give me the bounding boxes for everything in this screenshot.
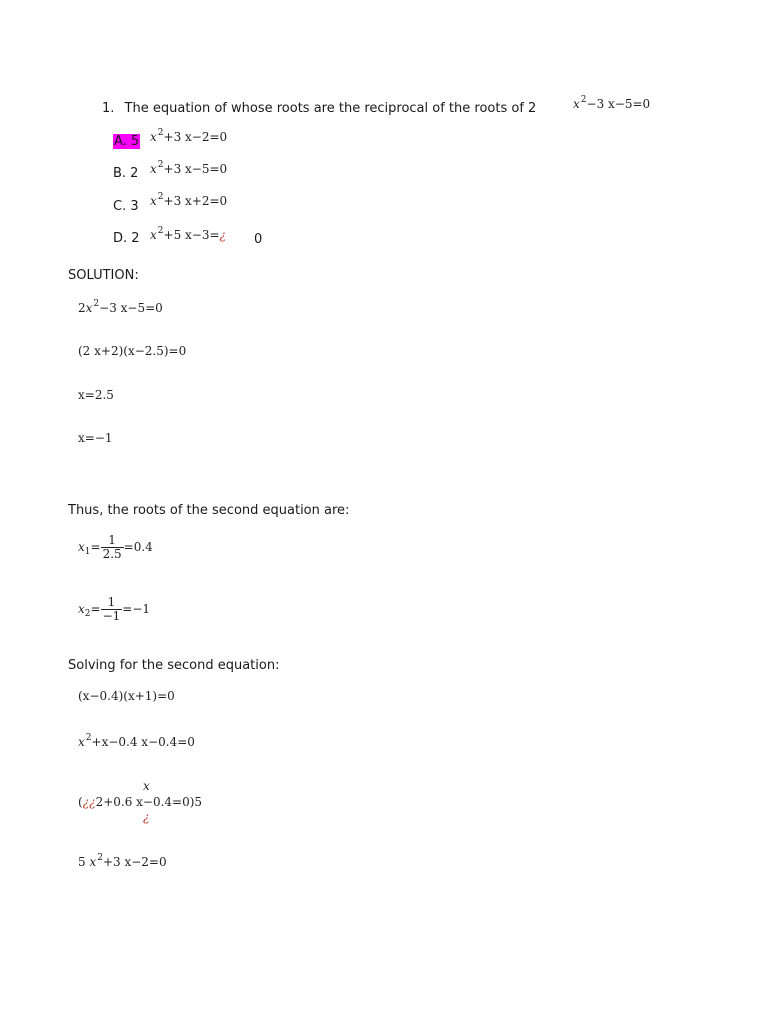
choice-d-eq-exp: 2: [157, 226, 164, 236]
solving-line-2-rest: +x−0.4 x−0.4=0: [91, 735, 195, 749]
root-1: [78, 534, 153, 561]
solution-line-1-x: x: [85, 301, 93, 315]
solving-line-4-x: x: [89, 855, 97, 869]
solving-line-3-red: ¿¿: [82, 795, 96, 809]
root-1-den: 2.5: [102, 547, 122, 561]
solving-line-3-top: [143, 779, 150, 793]
choice-d-label: D. 2: [113, 231, 140, 246]
choice-a-eq-exp: 2: [157, 128, 164, 138]
solving-text: Solving for the second equation:: [68, 658, 280, 673]
question-eq-x: x: [573, 97, 580, 111]
choice-c-eq-x: x: [150, 194, 157, 208]
solving-line-2: [78, 735, 195, 749]
choice-a-eq-rest: +3 x−2=0: [163, 130, 228, 144]
solution-line-1-exp: 2: [93, 299, 100, 309]
root-2-sub: 2: [84, 609, 91, 619]
question: [102, 101, 536, 116]
choice-b-eq-exp: 2: [157, 160, 164, 170]
question-eq-rest: −3 x−5=0: [586, 97, 651, 111]
choice-d-eq-x: x: [150, 228, 157, 242]
question-equation: [573, 97, 650, 111]
solving-line-3-bottom-red: ¿: [143, 810, 150, 824]
choice-c-eq-exp: 2: [157, 192, 164, 202]
solving-line-3: [78, 795, 202, 809]
root-1-result: =0.4: [123, 540, 153, 554]
root-2: [78, 596, 150, 623]
choice-d[interactable]: [113, 231, 140, 246]
solving-line-1: (x−0.4)(x+1)=0: [78, 689, 175, 703]
question-number: 1.: [102, 101, 115, 116]
choice-b-eq-x: x: [150, 162, 157, 176]
root-2-num: 1: [101, 596, 123, 610]
solving-line-2-exp: 2: [85, 733, 92, 743]
root-2-var: x: [78, 602, 85, 616]
choice-b-equation: [150, 162, 227, 176]
choice-c-eq-rest: +3 x+2=0: [163, 194, 228, 208]
solution-line-1: [78, 301, 163, 315]
roots-text: Thus, the roots of the second equation are:: [68, 503, 350, 518]
solution-line-3: x=2.5: [78, 388, 114, 402]
solving-line-4: [78, 855, 167, 869]
root-2-equals: =: [90, 602, 101, 616]
solving-line-3-pre: (: [78, 795, 83, 809]
choice-d-equation: [150, 228, 226, 242]
solving-line-2-x: x: [78, 735, 85, 749]
choice-d-trailing: 0: [254, 232, 263, 247]
solving-line-4-exp: 2: [97, 853, 103, 863]
solving-line-4-rest: +3 x−2=0: [102, 855, 167, 869]
question-eq-exp: 2: [580, 95, 587, 105]
choice-a-equation: [150, 130, 227, 144]
choice-a[interactable]: [113, 134, 140, 149]
root-2-den: −1: [102, 609, 121, 623]
root-1-fraction: [101, 534, 124, 561]
choice-a-eq-x: x: [150, 130, 157, 144]
choice-d-red-glyph: ¿: [219, 228, 226, 242]
root-2-result: =−1: [122, 602, 151, 616]
solution-heading: SOLUTION:: [68, 268, 139, 283]
root-1-equals: =: [90, 540, 101, 554]
solution-line-2: (2 x+2)(x−2.5)=0: [78, 344, 187, 358]
solving-line-3-bottom: [143, 810, 149, 824]
choice-b-label: B. 2: [113, 166, 139, 181]
choice-b[interactable]: [113, 166, 138, 181]
root-2-fraction: [101, 596, 123, 623]
solution-line-1-pre: 2: [78, 301, 86, 315]
question-text: The equation of whose roots are the reciprocal of the roots of 2: [124, 101, 537, 116]
solving-line-3-rest: 2+0.6 x−0.4=0)5: [95, 795, 203, 809]
choice-c[interactable]: [113, 199, 139, 214]
choice-c-label: C. 3: [113, 199, 139, 214]
root-1-var: x: [78, 540, 85, 554]
solving-line-3-top-x: x: [143, 779, 150, 793]
solving-line-4-pre: 5: [78, 855, 90, 869]
solution-line-1-rest: −3 x−5=0: [99, 301, 163, 315]
choice-c-equation: [150, 194, 227, 208]
root-1-sub: 1: [84, 547, 91, 557]
solution-line-4: x=−1: [78, 431, 113, 445]
root-1-num: 1: [101, 534, 124, 548]
choice-d-eq-rest: +5 x−3=: [163, 228, 220, 242]
choice-a-label: A. 5: [114, 134, 140, 149]
choice-b-eq-rest: +3 x−5=0: [163, 162, 228, 176]
